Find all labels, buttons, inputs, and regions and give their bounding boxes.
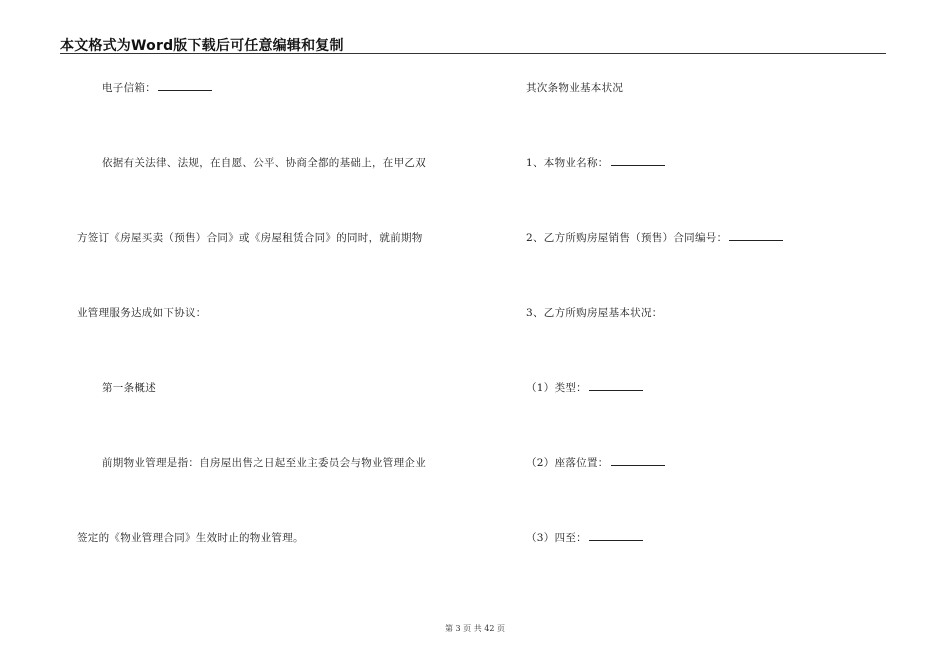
right-line-property-name [526, 155, 665, 170]
fill-blank[interactable] [589, 531, 643, 541]
right-line-type [526, 380, 643, 395]
left-line-definition-end [77, 530, 304, 545]
right-line-text: （1）类型： [526, 382, 587, 394]
left-line-text: 方签订《房屋买卖（预售）合同》或《房屋租赁合同》的同时，就前期物 [77, 232, 423, 244]
left-line-paragraph-cont [77, 230, 423, 245]
right-line-text: （2）座落位置： [526, 457, 609, 469]
page-header-title: 本文格式为Word版下载后可任意编辑和复制 [60, 38, 344, 54]
fill-blank[interactable] [589, 381, 643, 391]
right-line-text: （3）四至： [526, 532, 587, 544]
left-line-text: 业管理服务达成如下协议： [77, 307, 207, 319]
left-line-paragraph-end [77, 305, 207, 320]
right-line-text: 1、本物业名称： [526, 157, 609, 169]
right-line-location [526, 455, 665, 470]
left-line-text: 电子信箱： [102, 82, 156, 94]
left-line-text: 第一条概述 [102, 382, 156, 394]
fill-blank[interactable] [611, 156, 665, 166]
left-line-text: 依据有关法律、法规，在自愿、公平、协商全都的基础上，在甲乙双 [102, 157, 426, 169]
fill-blank[interactable] [158, 81, 212, 91]
left-line-text: 签定的《物业管理合同》生效时止的物业管理。 [77, 532, 304, 544]
left-line-email [102, 80, 212, 95]
header-divider [60, 53, 886, 54]
page-number-footer: 第 3 页 共 42 页 [445, 624, 505, 633]
right-line-contract-number [526, 230, 783, 245]
fill-blank[interactable] [729, 231, 783, 241]
left-line-text: 前期物业管理是指：自房屋出售之日起至业主委员会与物业管理企业 [102, 457, 426, 469]
fill-blank[interactable] [611, 456, 665, 466]
right-line-boundaries [526, 530, 643, 545]
right-line-house-status [526, 305, 663, 320]
right-line-section-heading [526, 80, 623, 95]
left-line-section-heading [102, 380, 156, 395]
left-line-paragraph-start [102, 155, 426, 170]
left-line-definition-start [102, 455, 426, 470]
right-line-text: 3、乙方所购房屋基本状况： [526, 307, 663, 319]
right-line-text: 其次条物业基本状况 [526, 82, 624, 94]
right-line-text: 2、乙方所购房屋销售（预售）合同编号： [526, 232, 728, 244]
